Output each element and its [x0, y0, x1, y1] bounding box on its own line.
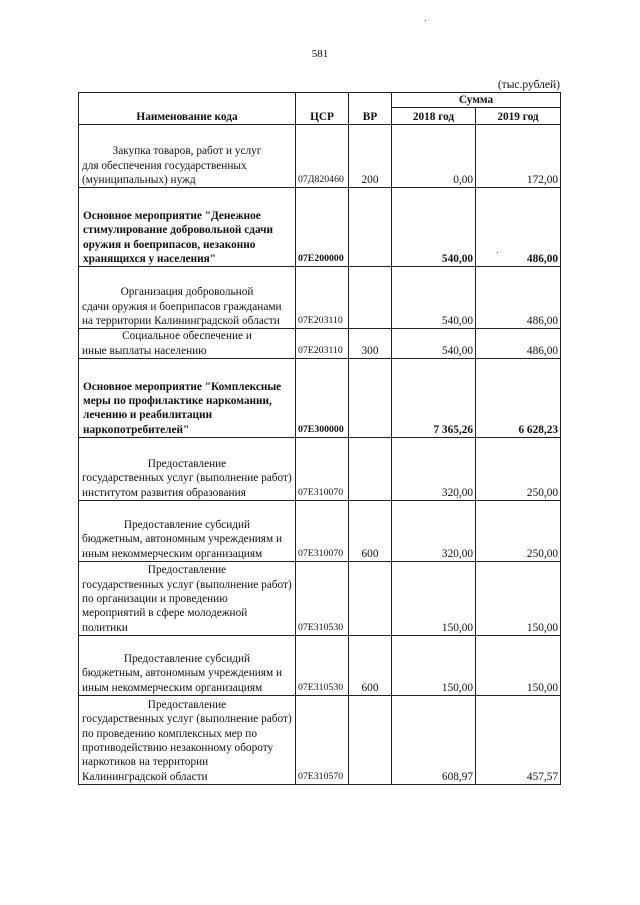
- row-name-body: государственных услуг (выполнение работ) по проведению комплексных мер по противодействию незаконному обороту наркотиков на территории Калининградской области: [82, 713, 292, 783]
- header-2018: 2018 год: [392, 108, 476, 125]
- row-2018: 150,00: [392, 562, 476, 636]
- table-row: [79, 696, 561, 785]
- row-2019: 250,00: [476, 438, 561, 501]
- row-2019: 457,57: [476, 696, 561, 785]
- budget-table: [78, 92, 561, 785]
- row-name-lead: Предоставление субсидий: [123, 519, 251, 531]
- row-2018: 7 365,26: [392, 359, 476, 438]
- row-csr: 07Е310530: [296, 636, 349, 696]
- row-csr: 07Е310070: [296, 501, 349, 562]
- row-name: [79, 125, 296, 188]
- row-name: [79, 329, 296, 359]
- table-row: [79, 267, 561, 329]
- row-2019: 486,00: [476, 267, 561, 329]
- row-2018: 540,00: [392, 329, 476, 359]
- header-2019: 2019 год: [476, 108, 561, 125]
- row-name-body: Основное мероприятие "Денежное стимулирование добровольной сдачи оружия и боеприпасов, незаконно хранящихся у населения": [83, 209, 274, 265]
- row-vr: 300: [349, 329, 392, 359]
- row-name-lead: Закупка товаров, работ и услуг: [112, 145, 262, 158]
- header-csr: ЦСР: [296, 93, 349, 125]
- row-2018: 608,97: [392, 696, 476, 785]
- row-name-body: иные выплаты населению: [82, 344, 207, 357]
- row-name: [79, 501, 296, 562]
- table-row: [79, 562, 561, 636]
- row-name: [79, 636, 296, 696]
- table-row: [79, 636, 561, 696]
- row-name: [79, 188, 296, 267]
- row-name-lead: Социальное обеспечение и: [122, 330, 252, 343]
- row-2019: 250,00: [476, 501, 561, 562]
- page-number: 581: [311, 48, 329, 60]
- row-vr: [349, 562, 392, 636]
- table-row: [79, 438, 561, 501]
- row-2019: 6 628,23: [476, 359, 561, 438]
- row-name-body: бюджетным, автономным учреждениям и иным некоммерческим организациям: [82, 667, 283, 694]
- row-2019: 172,00: [476, 125, 561, 188]
- row-2019: 150,00: [476, 562, 561, 636]
- row-vr: [349, 696, 392, 785]
- row-csr: 07Е310570: [296, 696, 349, 785]
- row-csr: 07Д820460: [296, 125, 349, 188]
- row-name-lead: Предоставление: [147, 698, 227, 711]
- row-csr: 07Е310530: [296, 562, 349, 636]
- row-name-body: бюджетным, автономным учреждениям и иным некоммерческим организациям: [82, 533, 283, 560]
- row-csr: 07Е203110: [296, 267, 349, 329]
- row-csr: 07Е310070: [296, 438, 349, 501]
- row-2018: 320,00: [392, 438, 476, 501]
- row-name-body: Основное мероприятие "Комплексные меры по профилактике наркомании, лечению и реабилитации наркопотребителей": [83, 380, 282, 436]
- row-csr: 07Е200000: [296, 188, 349, 267]
- row-vr: 600: [349, 636, 392, 696]
- header-sum: Сумма: [392, 93, 561, 108]
- row-2018: 320,00: [392, 501, 476, 562]
- row-vr: 200: [349, 125, 392, 188]
- table-row: [79, 188, 561, 267]
- row-2018: 150,00: [392, 636, 476, 696]
- table-row: [79, 329, 561, 359]
- table-row: [79, 125, 561, 188]
- row-name-body: государственных услуг (выполнение работ) по организации и проведению мероприятий в сфере молодежной политики: [82, 578, 292, 634]
- row-name-body: сдачи оружия и боеприпасов гражданами на территории Калининградской области: [82, 300, 282, 327]
- row-2018: 540,00: [392, 188, 476, 267]
- row-name-lead: Предоставление: [147, 458, 227, 470]
- row-2019: 486,00: [476, 329, 561, 359]
- scan-speck: [425, 20, 426, 21]
- row-csr: 07Е203110: [296, 329, 349, 359]
- row-name-body: для обеспечения государственных (муниципальных) нужд: [82, 159, 247, 186]
- table-row: [79, 359, 561, 438]
- unit-label: (тыс.рублей): [497, 79, 560, 91]
- row-name-lead: Предоставление субсидий: [123, 653, 251, 665]
- row-csr: 07Е300000: [296, 359, 349, 438]
- row-name: [79, 696, 296, 785]
- header-name: Наименование кода: [79, 93, 296, 125]
- row-name-lead: Организация добровольной: [120, 286, 254, 299]
- row-vr: 600: [349, 501, 392, 562]
- row-name: [79, 267, 296, 329]
- row-name: [79, 562, 296, 636]
- row-vr: [349, 188, 392, 267]
- row-vr: [349, 438, 392, 501]
- row-2018: 540,00: [392, 267, 476, 329]
- table-row: [79, 501, 561, 562]
- row-name-lead: Предоставление: [147, 564, 227, 577]
- row-vr: [349, 267, 392, 329]
- row-vr: [349, 359, 392, 438]
- row-2019: 150,00: [476, 636, 561, 696]
- row-2019: 486,00: [476, 188, 561, 267]
- row-name: [79, 359, 296, 438]
- row-2018: 0,00: [392, 125, 476, 188]
- row-name: [79, 438, 296, 501]
- row-name-body: государственных услуг (выполнение работ) институтом развития образования: [82, 472, 292, 499]
- header-vr: ВР: [349, 93, 392, 125]
